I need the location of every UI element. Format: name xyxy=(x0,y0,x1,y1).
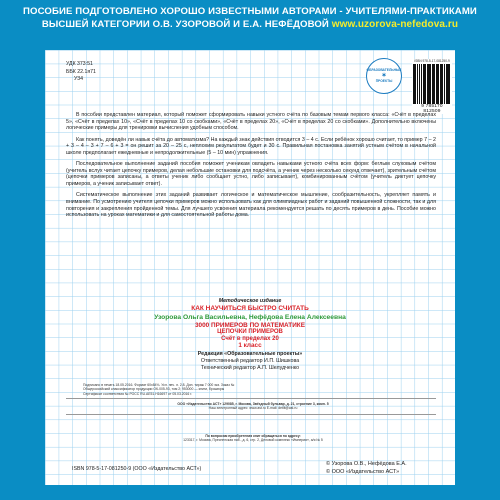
barcode-isbn: ISBN 978-5-17-081250-9 xyxy=(414,59,450,63)
book-title: 3000 ПРИМЕРОВ ПО МАТЕМАТИКЕ xyxy=(195,322,305,329)
copyright xyxy=(326,461,407,477)
print-line-1: Подписано в печать 18.05.2016. Формат 60х84⅛. Усл. печ. л. 2,8. Доп. тираж 7 000 экз. Заказ № xyxy=(83,383,235,387)
print-details xyxy=(83,383,423,396)
barcode-bars xyxy=(413,64,451,104)
barcode-bar xyxy=(417,64,418,104)
book-headline: КАК НАУЧИТЬСЯ БЫСТРО СЧИТАТЬ xyxy=(191,305,309,312)
paragraph-4: Систематическое выполнение этих заданий развивает логическое и математическое мышление, сообразительность, укрепляет память и внимание. По усмотрению учителя цепочки примеров можно использовать как для олимпиадных работ и заданий повышенной сложности, так и для повторения и закрепления пройденной темы. Для лучшего усвоения материала рекомендуется решать по десять примеров в день. Пособие можно использовать на уроках математики и для самостоятельной работы дома. xyxy=(66,192,436,219)
book-subtitle: ЦЕПОЧКИ ПРИМЕРОВ xyxy=(217,329,283,335)
divider-1 xyxy=(66,398,436,399)
catalog-codes xyxy=(66,61,96,84)
paragraph-2: Как понять, доведён ли навык счёта до автоматизма? На каждый знак действия отводится 3 – 4 с. Если ребёнок хорошо считает, то пример 7 – 2 + 3 – 4 – 3 + 7 – 6 + 3 = он решит за 20 – 25 с, неплохим результатом будет и 30 с. Правильная постановка занятий устным счётом в начальной школе предполагает ежедневные и непродолжительные (5 – 10 мин) упражнения. xyxy=(66,136,436,156)
purchase-address: 123317, г. Москва, Пресненская наб., д. 6, стр. 2, Деловой комплекс «Империя», а/я № 5 xyxy=(183,438,323,443)
banner-authors: ВЫСШЕЙ КАТЕГОРИИ О.В. УЗОРОВОЙ И Е.А. НЕФЁДОВОЙ xyxy=(41,19,329,30)
description-text xyxy=(66,112,436,219)
bbk-code: ББК 22.1я71 xyxy=(66,68,96,75)
technical-editor: Технический редактор А.П. Шелудченко xyxy=(200,364,300,371)
publisher-address: ООО «Издательство АСТ» 129085, г. Москва, Звёздный бульвар, д. 21, строение 3, комн. 5 xyxy=(177,402,329,406)
editorial-office: Редакция «Образовательные проекты» xyxy=(197,351,303,358)
barcode-bar xyxy=(442,64,443,104)
stamp-line-2: ПРОЕКТЫ xyxy=(375,78,393,83)
book-authors: Узорова Ольга Васильевна, Нефёдова Елена Алексеевна xyxy=(154,314,346,321)
print-line-3: Сертификат соответствия № РОСС RU.AE51.Н16697 от 05.03.2016 г. xyxy=(83,391,193,396)
book-topic: Счёт в пределах 20 xyxy=(221,335,279,342)
isbn: ISBN 978-5-17-081250-9 (ООО «Издательство АСТ») xyxy=(72,466,202,472)
barcode-bar xyxy=(425,64,426,104)
barcode xyxy=(412,59,452,114)
stamp-line-1: ОБРАЗОВАТЕЛЬНЫЕ xyxy=(366,67,402,72)
purchase-info xyxy=(83,434,423,443)
paragraph-1: В пособии представлен материал, который поможет сформировать навыки устного счёта по базовым темам первого класса: «Счёт в пределах 5», «Счёт в пределах 10», «Счёт в пределах 10 со скобками», «Счёт в пределах 20», «Счёт в пределах 20 со скобками». Дополнительно включены логические примеры для тренировки вычисления удобным способом. xyxy=(66,112,436,132)
stamp-star-icon: ✶ xyxy=(381,72,387,79)
copyright-publisher: © ООО «Издательство АСТ» xyxy=(326,468,400,475)
barcode-number: 9 785170 812509 xyxy=(421,104,443,114)
purchase-heading: По вопросам приобретения книг обращаться по адресу: xyxy=(205,434,301,438)
responsible-editor: Ответственный редактор И.П. Шишкова xyxy=(200,358,300,365)
book-grade: 1 класс xyxy=(238,342,262,350)
author-mark: У34 xyxy=(74,76,84,83)
publisher-contacts: Наш электронный адрес: www.ast.ru E-mail: detlit@ast.ru xyxy=(208,406,298,411)
publisher-stamp xyxy=(366,58,402,94)
paragraph-3: Последовательное выполнение заданий пособия поможет ученикам овладеть навыками устного счёта всех форм: беглым слуховым счётом (учитель вслух читает цепочку примеров, делая небольшие остановки для подсчёта, а ученик через несколько секунд отвечает), зрительным счётом (цепочки примеров записаны, а ответы ученик либо сообщает устно, либо записывает), комбинированным счётом (учитель диктует цепочку примеров, а ученик записывает ответ). xyxy=(66,161,436,187)
divider-2 xyxy=(66,414,436,415)
banner-line-1: ПОСОБИЕ ПОДГОТОВЛЕНО ХОРОШО ИЗВЕСТНЫМИ АВТОРАМИ - УЧИТЕЛЯМИ-ПРАКТИКАМИ xyxy=(23,6,477,17)
banner-line-2 xyxy=(0,18,500,31)
udk-code: УДК 373:51 xyxy=(66,61,93,67)
imprint-block xyxy=(60,297,440,372)
copyright-authors: © Узорова О.В., Нефёдова Е.А. xyxy=(326,461,407,467)
edition-type: Методическое издание xyxy=(218,298,282,304)
top-banner xyxy=(0,0,500,46)
publisher-details xyxy=(83,402,423,411)
banner-url: www.uzorova-nefedova.ru xyxy=(331,19,459,30)
print-line-2: Общероссийский классификатор продукции ОК-005-93, том 2; 953000 — книги, брошюры xyxy=(83,387,225,392)
